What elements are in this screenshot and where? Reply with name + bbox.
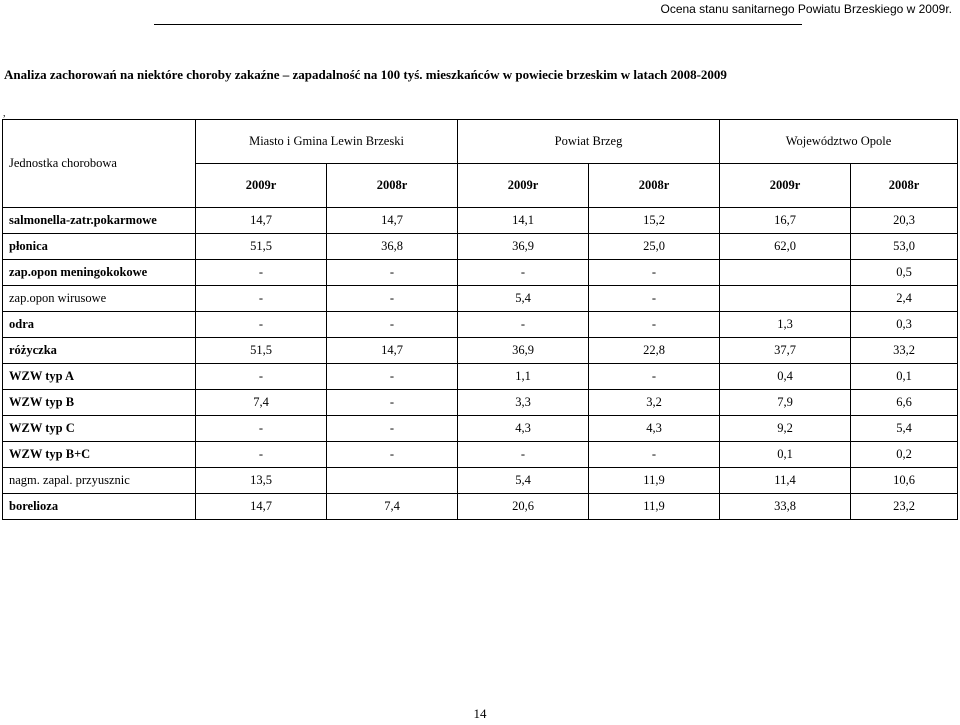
incidence-value-cell: 14,7 bbox=[196, 494, 327, 520]
incidence-value-cell: - bbox=[327, 390, 458, 416]
incidence-value-cell: 51,5 bbox=[196, 234, 327, 260]
table-row bbox=[3, 442, 958, 468]
incidence-value-cell: 0,1 bbox=[851, 364, 958, 390]
stray-mark: , bbox=[3, 108, 6, 119]
incidence-value-cell: 10,6 bbox=[851, 468, 958, 494]
year-header: 2008r bbox=[589, 164, 720, 208]
incidence-value-cell: - bbox=[458, 442, 589, 468]
header-rule bbox=[154, 24, 802, 25]
table-row bbox=[3, 234, 958, 260]
incidence-value-cell: - bbox=[589, 260, 720, 286]
region-header-row bbox=[3, 120, 958, 164]
unit-column-header: Jednostka chorobowa bbox=[3, 120, 196, 208]
incidence-value-cell: 11,9 bbox=[589, 468, 720, 494]
incidence-value-cell: - bbox=[196, 286, 327, 312]
disease-name-cell: WZW typ B bbox=[3, 390, 196, 416]
incidence-value-cell: 9,2 bbox=[720, 416, 851, 442]
disease-name-cell: płonica bbox=[3, 234, 196, 260]
incidence-value-cell: 36,9 bbox=[458, 234, 589, 260]
incidence-value-cell: - bbox=[589, 364, 720, 390]
disease-name-cell: różyczka bbox=[3, 338, 196, 364]
incidence-value-cell bbox=[720, 260, 851, 286]
incidence-value-cell: 11,4 bbox=[720, 468, 851, 494]
incidence-value-cell: 16,7 bbox=[720, 208, 851, 234]
year-header: 2009r bbox=[196, 164, 327, 208]
incidence-value-cell: 3,2 bbox=[589, 390, 720, 416]
incidence-value-cell: 11,9 bbox=[589, 494, 720, 520]
incidence-value-cell: 0,3 bbox=[851, 312, 958, 338]
running-header: Ocena stanu sanitarnego Powiatu Brzeskiego w 2009r. bbox=[660, 2, 952, 16]
incidence-value-cell: 1,1 bbox=[458, 364, 589, 390]
incidence-value-cell: 15,2 bbox=[589, 208, 720, 234]
incidence-value-cell: 20,6 bbox=[458, 494, 589, 520]
incidence-value-cell: - bbox=[589, 442, 720, 468]
table-row bbox=[3, 260, 958, 286]
disease-incidence-table bbox=[2, 119, 958, 520]
incidence-value-cell: 36,8 bbox=[327, 234, 458, 260]
disease-name-cell: borelioza bbox=[3, 494, 196, 520]
incidence-value-cell: 0,1 bbox=[720, 442, 851, 468]
table-row bbox=[3, 390, 958, 416]
incidence-value-cell: 36,9 bbox=[458, 338, 589, 364]
incidence-value-cell: 33,2 bbox=[851, 338, 958, 364]
incidence-value-cell: 14,7 bbox=[327, 208, 458, 234]
incidence-value-cell: - bbox=[327, 260, 458, 286]
incidence-value-cell: - bbox=[196, 364, 327, 390]
incidence-value-cell: 33,8 bbox=[720, 494, 851, 520]
year-header: 2008r bbox=[851, 164, 958, 208]
incidence-value-cell: 0,2 bbox=[851, 442, 958, 468]
incidence-value-cell: - bbox=[589, 286, 720, 312]
incidence-value-cell: 22,8 bbox=[589, 338, 720, 364]
disease-name-cell: WZW typ C bbox=[3, 416, 196, 442]
incidence-value-cell: 5,4 bbox=[458, 468, 589, 494]
incidence-value-cell: 4,3 bbox=[458, 416, 589, 442]
incidence-value-cell: 0,5 bbox=[851, 260, 958, 286]
incidence-value-cell: 53,0 bbox=[851, 234, 958, 260]
incidence-value-cell: 7,4 bbox=[196, 390, 327, 416]
incidence-value-cell: - bbox=[327, 442, 458, 468]
incidence-value-cell: 25,0 bbox=[589, 234, 720, 260]
region-header-wojewodztwo: Województwo Opole bbox=[720, 120, 958, 164]
table-row bbox=[3, 338, 958, 364]
table-row bbox=[3, 468, 958, 494]
disease-name-cell: WZW typ A bbox=[3, 364, 196, 390]
disease-name-cell: zap.opon wirusowe bbox=[3, 286, 196, 312]
incidence-value-cell: 23,2 bbox=[851, 494, 958, 520]
incidence-value-cell: - bbox=[327, 364, 458, 390]
incidence-value-cell bbox=[720, 286, 851, 312]
table-row bbox=[3, 494, 958, 520]
table-row bbox=[3, 286, 958, 312]
incidence-value-cell: - bbox=[589, 312, 720, 338]
table-row bbox=[3, 416, 958, 442]
incidence-value-cell: 7,9 bbox=[720, 390, 851, 416]
incidence-value-cell: 1,3 bbox=[720, 312, 851, 338]
incidence-value-cell: 2,4 bbox=[851, 286, 958, 312]
incidence-value-cell: - bbox=[327, 312, 458, 338]
incidence-value-cell: 14,1 bbox=[458, 208, 589, 234]
incidence-value-cell: 3,3 bbox=[458, 390, 589, 416]
page-number: 14 bbox=[473, 706, 487, 721]
disease-name-cell: salmonella-zatr.pokarmowe bbox=[3, 208, 196, 234]
incidence-value-cell: 51,5 bbox=[196, 338, 327, 364]
incidence-value-cell: 4,3 bbox=[589, 416, 720, 442]
table-row bbox=[3, 208, 958, 234]
incidence-value-cell: - bbox=[196, 312, 327, 338]
incidence-value-cell: 5,4 bbox=[458, 286, 589, 312]
disease-name-cell: nagm. zapal. przyusznic bbox=[3, 468, 196, 494]
incidence-value-cell: 0,4 bbox=[720, 364, 851, 390]
year-header: 2009r bbox=[720, 164, 851, 208]
incidence-value-cell: 62,0 bbox=[720, 234, 851, 260]
disease-name-cell: zap.opon meningokokowe bbox=[3, 260, 196, 286]
table-row bbox=[3, 364, 958, 390]
incidence-value-cell: - bbox=[196, 442, 327, 468]
incidence-value-cell: - bbox=[458, 312, 589, 338]
disease-name-cell: WZW typ B+C bbox=[3, 442, 196, 468]
incidence-value-cell: 5,4 bbox=[851, 416, 958, 442]
incidence-value-cell: 7,4 bbox=[327, 494, 458, 520]
incidence-value-cell: 20,3 bbox=[851, 208, 958, 234]
year-header: 2009r bbox=[458, 164, 589, 208]
incidence-value-cell: 37,7 bbox=[720, 338, 851, 364]
region-header-powiat: Powiat Brzeg bbox=[458, 120, 720, 164]
incidence-value-cell: - bbox=[327, 286, 458, 312]
disease-name-cell: odra bbox=[3, 312, 196, 338]
incidence-value-cell: 14,7 bbox=[327, 338, 458, 364]
incidence-value-cell bbox=[327, 468, 458, 494]
incidence-value-cell: - bbox=[196, 260, 327, 286]
incidence-value-cell: - bbox=[458, 260, 589, 286]
incidence-value-cell: 13,5 bbox=[196, 468, 327, 494]
incidence-value-cell: - bbox=[196, 416, 327, 442]
incidence-value-cell: 6,6 bbox=[851, 390, 958, 416]
incidence-value-cell: 14,7 bbox=[196, 208, 327, 234]
table-row bbox=[3, 312, 958, 338]
document-title: Analiza zachorowań na niektóre choroby zakaźne – zapadalność na 100 tyś. mieszkańców w powiecie brzeskim w latach 2008-2009 bbox=[4, 67, 727, 82]
region-header-gmina: Miasto i Gmina Lewin Brzeski bbox=[196, 120, 458, 164]
incidence-value-cell: - bbox=[327, 416, 458, 442]
year-header: 2008r bbox=[327, 164, 458, 208]
